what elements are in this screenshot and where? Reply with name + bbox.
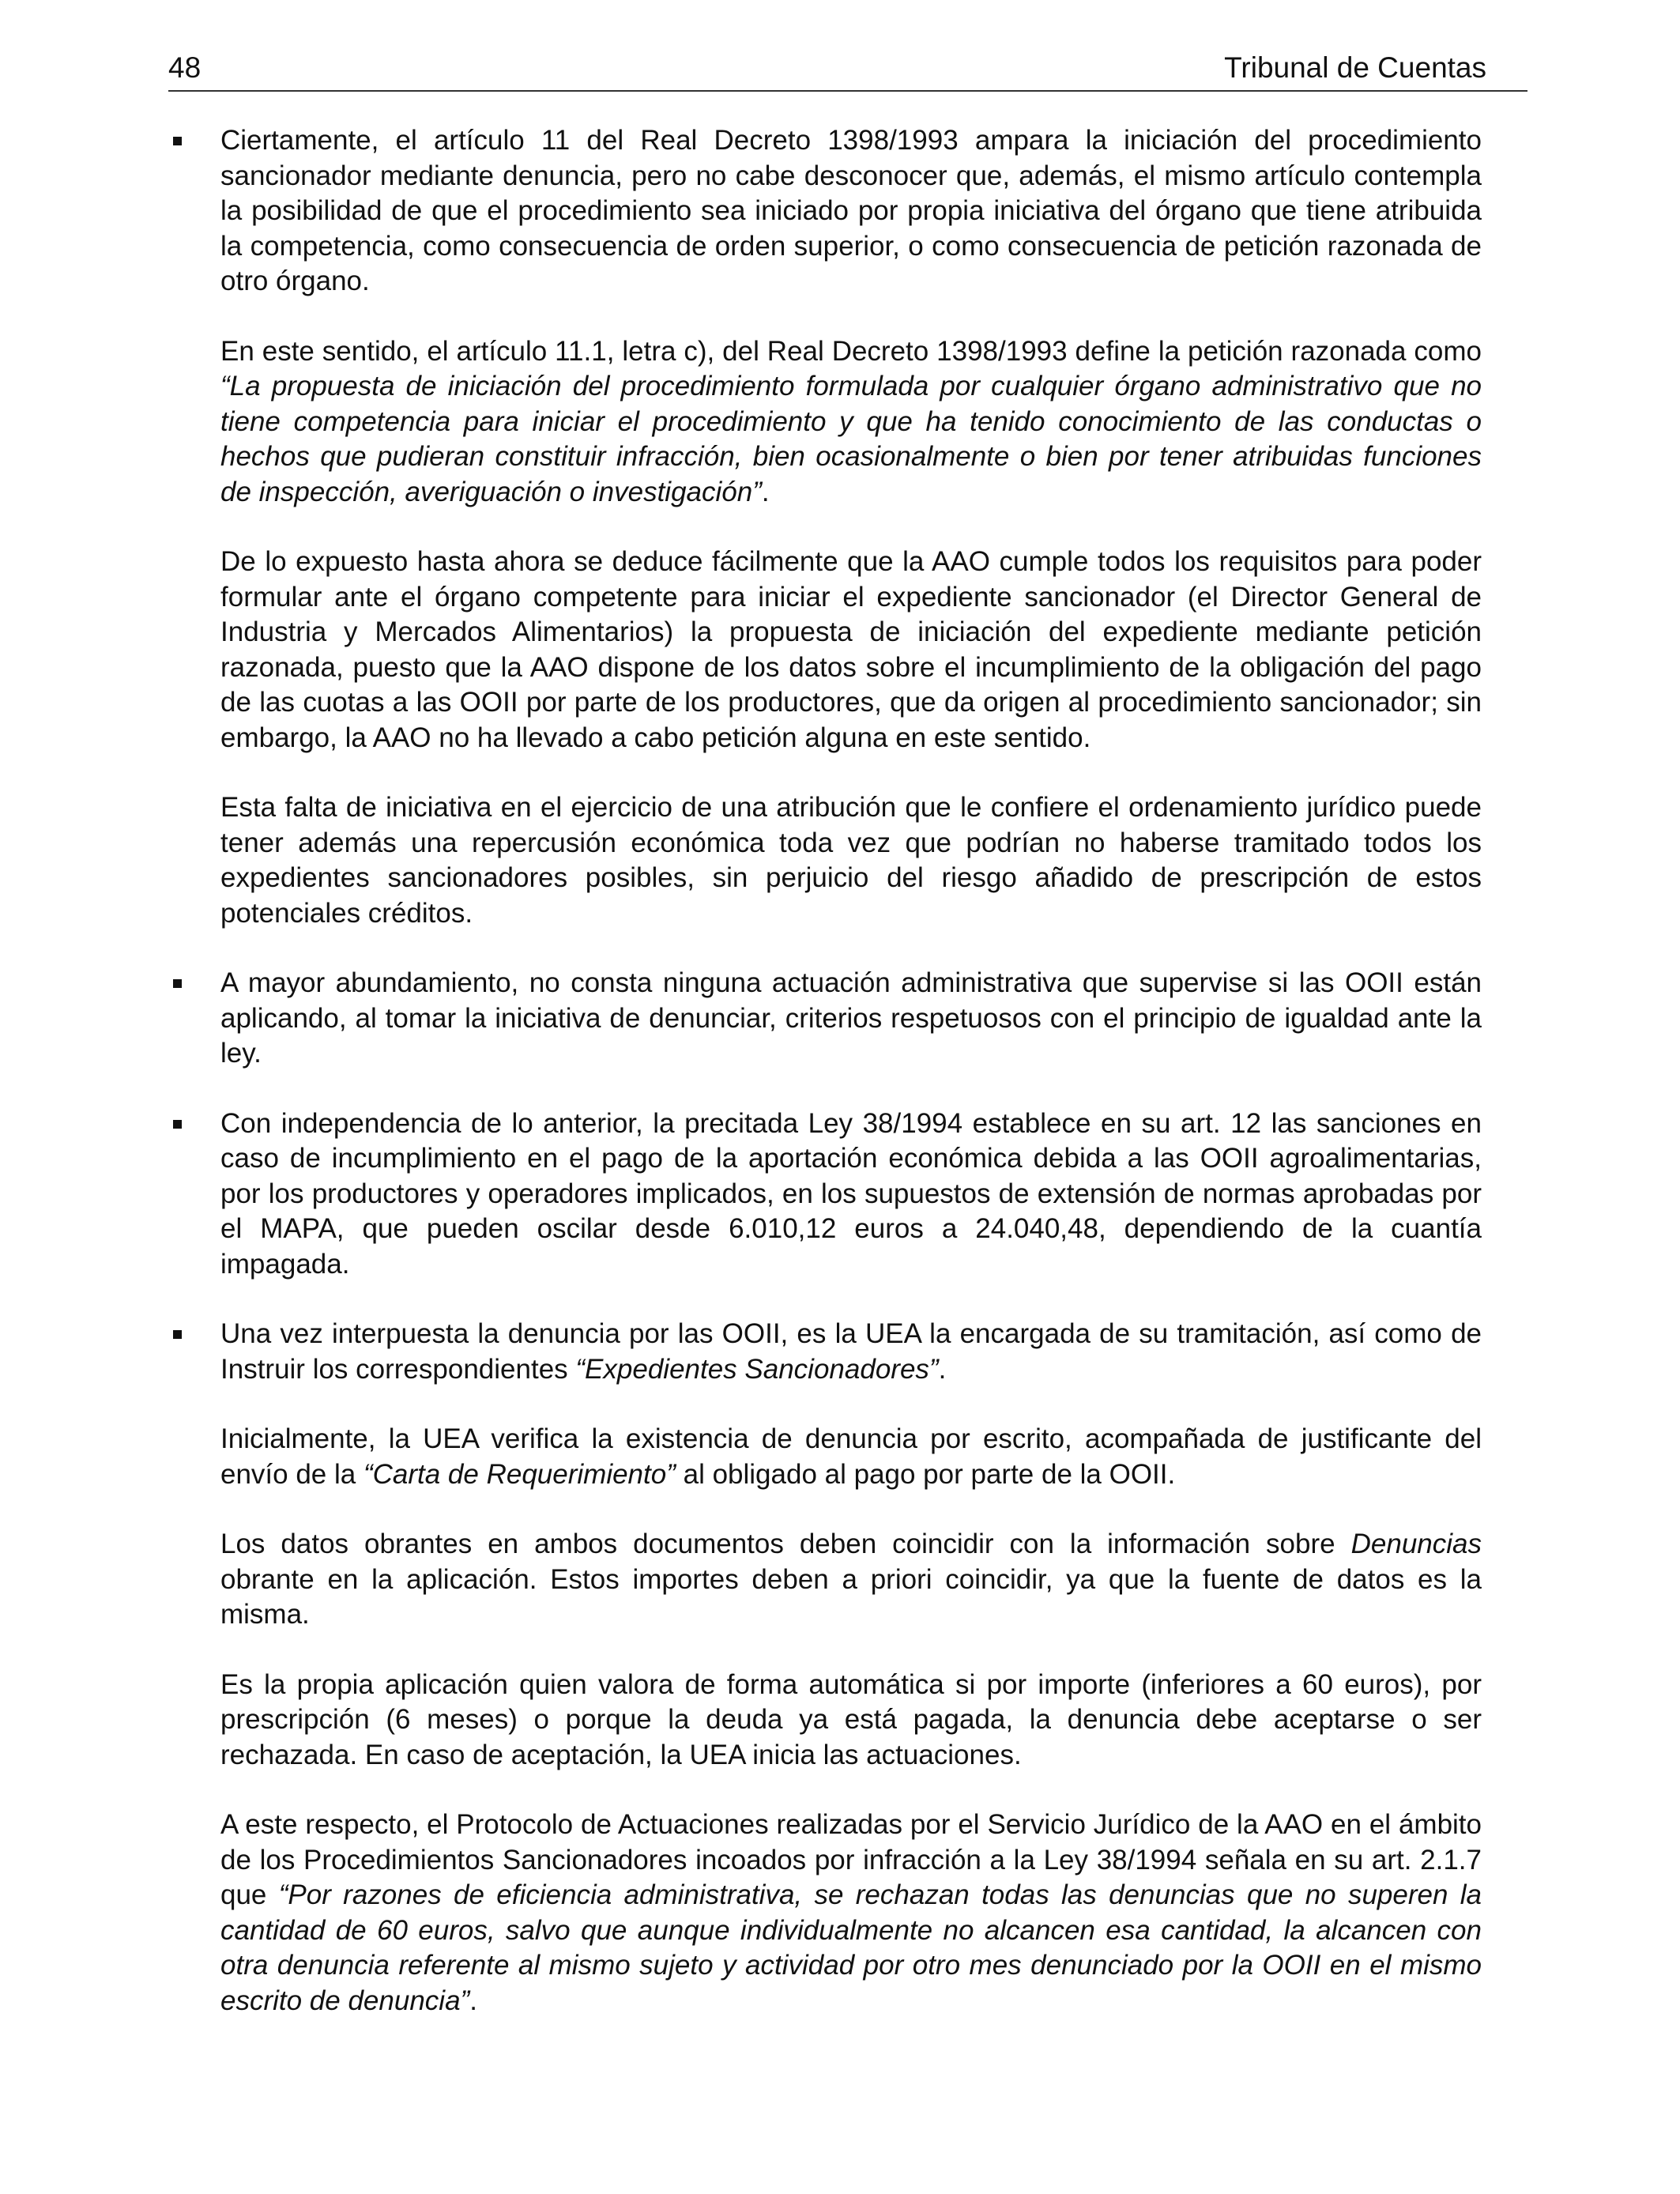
paragraph: A este respecto, el Protocolo de Actuaciones realizadas por el Servicio Jurídico de la AAO en el ámbito de los Procedimientos Sancionadores incoados por infracción a la Ley 38/1994 señala en su art. 2.1.7 que “Por razones de eficiencia administrativa, se rechazan todas las denuncias que no superen la cantidad de 60 euros, salvo que aunque individualmente no alcancen esa cantidad, la alcancen con otra denuncia referente al mismo sujeto y actividad por otro mes denunciado por la OOII en el mismo escrito de denuncia”. xyxy=(220,1809,1482,2016)
bullet-item xyxy=(168,123,1482,931)
running-title: Tribunal de Cuentas xyxy=(1224,51,1486,84)
square-bullet-icon xyxy=(173,1330,182,1339)
paragraph: Esta falta de iniciativa en el ejercicio de una atribución que le confiere el ordenamiento jurídico puede tener además una repercusión económica toda vez que podrían no haberse tramitado todos los expedientes sancionadores posibles, sin perjuicio del riesgo añadido de prescripción de estos potenciales créditos. xyxy=(220,792,1482,929)
bullet-item xyxy=(168,966,1482,1072)
paragraph: Con independencia de lo anterior, la precitada Ley 38/1994 establece en su art. 12 las sanciones en caso de incumplimiento en el pago de la aportación económica debida a las OOII agroalimentarias, por los productores y operadores implicados, en los supuestos de extensión de normas aprobadas por el MAPA, que pueden oscilar desde 6.010,12 euros a 24.040,48, dependiendo de la cuantía impagada. xyxy=(220,1107,1482,1280)
paragraph: En este sentido, el artículo 11.1, letra c), del Real Decreto 1398/1993 define la petición razonada como “La propuesta de iniciación del procedimiento formulada por cualquier órgano administrativo que no tiene competencia para iniciar el procedimiento y que ha tenido conocimiento de las conductas o hechos que pudieran constituir infracción, bien ocasionalmente o bien por tener atribuidas funciones de inspección, averiguación o investigación”. xyxy=(220,335,1482,507)
square-bullet-icon xyxy=(173,1120,182,1129)
quoted-term: “Expedientes Sancionadores” xyxy=(575,1353,939,1385)
bullet-item xyxy=(168,1317,1482,2019)
page-number: 48 xyxy=(168,51,202,84)
paragraph: Los datos obrantes en ambos documentos deben coincidir con la información sobre Denuncias obrante en la aplicación. Estos importes deben a priori coincidir, ya que la fuente de datos es la misma. xyxy=(220,1529,1482,1630)
square-bullet-icon xyxy=(173,137,182,145)
document-body xyxy=(168,123,1527,2019)
square-bullet-icon xyxy=(173,979,182,988)
italic-term: Denuncias xyxy=(1350,1529,1482,1559)
bullet-item xyxy=(168,1106,1482,1283)
quoted-definition: “La propuesta de iniciación del procedimiento formulada por cualquier órgano administrativo que no tiene competencia para iniciar el procedimiento y que ha tenido conocimiento de las conductas o hechos que pudieran constituir infracción, bien ocasionalmente o bien por tener atribuidas funciones de inspección, averiguación o investigación” xyxy=(220,371,1482,507)
quoted-citation: “Por razones de eficiencia administrativa, se rechazan todas las denuncias que no superen la cantidad de 60 euros, salvo que aunque individualmente no alcancen esa cantidad, la alcancen con otra denuncia referente al mismo sujeto y actividad por otro mes denunciado por la OOII en el mismo escrito de denuncia” xyxy=(220,1879,1482,2016)
paragraph: De lo expuesto hasta ahora se deduce fácilmente que la AAO cumple todos los requisitos para poder formular ante el órgano competente para iniciar el expediente sancionador (el Director General de Industria y Mercados Alimentarios) la propuesta de iniciación del expediente mediante petición razonada, puesto que la AAO dispone de los datos sobre el incumplimiento de la obligación del pago de las cuotas a las OOII por parte de los productores, que da origen al procedimiento sancionador; sin embargo, la AAO no ha llevado a cabo petición alguna en este sentido. xyxy=(220,546,1482,753)
paragraph: Es la propia aplicación quien valora de forma automática si por importe (inferiores a 60 euros), por prescripción (6 meses) o porque la deuda ya está pagada, la denuncia debe aceptarse o ser rechazada. En caso de aceptación, la UEA inicia las actuaciones. xyxy=(220,1668,1482,1770)
paragraph: A mayor abundamiento, no consta ninguna actuación administrativa que supervise si las OOII están aplicando, al tomar la iniciativa de denunciar, criterios respetuosos con el principio de igualdad ante la ley. xyxy=(220,967,1482,1069)
paragraph: Inicialmente, la UEA verifica la existencia de denuncia por escrito, acompañada de justificante del envío de la “Carta de Requerimiento” al obligado al pago por parte de la OOII. xyxy=(220,1423,1482,1490)
quoted-term: “Carta de Requerimiento” xyxy=(363,1458,676,1490)
paragraph: Ciertamente, el artículo 11 del Real Decreto 1398/1993 ampara la iniciación del procedimiento sancionador mediante denuncia, pero no cabe desconocer que, además, el mismo artículo contempla la posibilidad de que el procedimiento sea iniciado por propia iniciativa del órgano que tiene atribuida la competencia, como consecuencia de orden superior, o como consecuencia de petición razonada de otro órgano. xyxy=(220,125,1482,296)
paragraph: Una vez interpuesta la denuncia por las OOII, es la UEA la encargada de su tramitación, así como de Instruir los correspondientes “Expedientes Sancionadores”. xyxy=(220,1318,1482,1385)
page-header xyxy=(168,46,1527,92)
